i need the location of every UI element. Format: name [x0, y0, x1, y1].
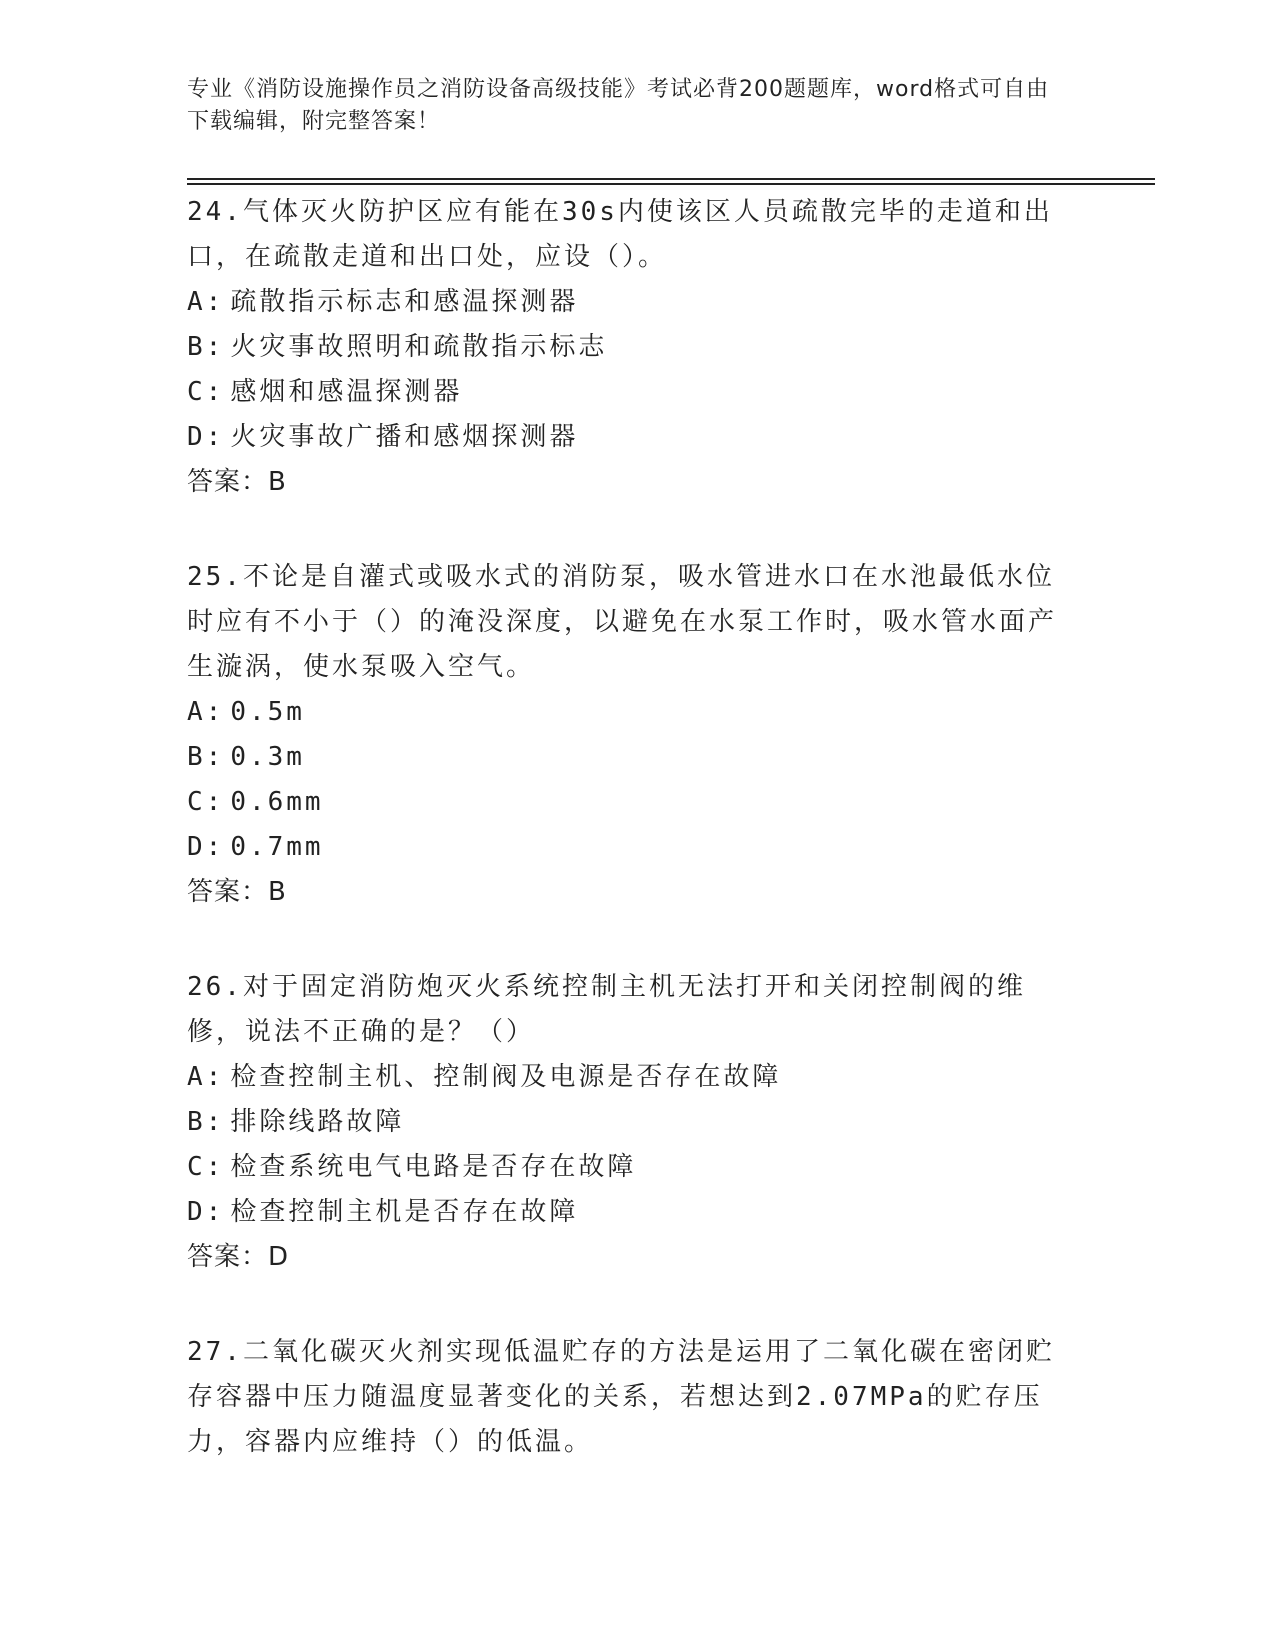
question-27: [187, 1330, 1087, 1465]
option-key: D:: [187, 1197, 225, 1227]
option-text: 疏散指示标志和感温探测器: [230, 287, 579, 317]
option-c: [187, 1145, 1087, 1190]
option-c: [187, 780, 1087, 825]
option-text: 检查系统电气电路是否存在故障: [230, 1152, 637, 1182]
option-key: A:: [187, 1062, 225, 1092]
option-text: 火灾事故广播和感烟探测器: [230, 422, 579, 452]
option-b: [187, 735, 1087, 780]
question-stem: 26.对于固定消防炮灭火系统控制主机无法打开和关闭控制阀的维修，说法不正确的是？（）: [187, 972, 1026, 1047]
option-text: 0.3m: [230, 742, 305, 772]
option-text: 火灾事故照明和疏散指示标志: [230, 332, 608, 362]
question-25: [187, 555, 1087, 915]
option-key: B:: [187, 742, 225, 772]
option-text: 排除线路故障: [230, 1107, 405, 1137]
option-text: 0.5m: [230, 697, 305, 727]
option-text: 0.7mm: [230, 832, 324, 862]
option-key: C:: [187, 1152, 225, 1182]
option-text: 0.6mm: [230, 787, 324, 817]
option-key: D:: [187, 832, 225, 862]
option-text: 检查控制主机、控制阀及电源是否存在故障: [230, 1062, 782, 1092]
option-key: D:: [187, 422, 225, 452]
option-d: [187, 415, 1087, 460]
option-d: [187, 825, 1087, 870]
question-26: [187, 965, 1087, 1280]
answer-line: 答案：D: [187, 1242, 290, 1272]
question-24: [187, 190, 1087, 505]
option-a: [187, 690, 1087, 735]
option-c: [187, 370, 1087, 415]
document-header: 专业《消防设施操作员之消防设备高级技能》考试必背200题题库，word格式可自由下载编辑，附完整答案！: [187, 77, 1050, 134]
answer-line: 答案：B: [187, 467, 287, 497]
question-stem: 27.二氧化碳灭火剂实现低温贮存的方法是运用了二氧化碳在密闭贮存容器中压力随温度显著变化的关系，若想达到2.07MPa的贮存压力，容器内应维持（）的低温。: [187, 1337, 1055, 1457]
option-text: 感烟和感温探测器: [230, 377, 463, 407]
option-key: B:: [187, 1107, 225, 1137]
option-b: [187, 325, 1087, 370]
option-key: B:: [187, 332, 225, 362]
option-key: A:: [187, 697, 225, 727]
question-list: [187, 190, 1087, 1515]
header-divider-top: [187, 178, 1155, 180]
option-key: A:: [187, 287, 225, 317]
question-stem: 25.不论是自灌式或吸水式的消防泵，吸水管进水口在水池最低水位时应有不小于（）的淹没深度，以避免在水泵工作时，吸水管水面产生漩涡，使水泵吸入空气。: [187, 562, 1058, 682]
answer-line: 答案：B: [187, 877, 287, 907]
option-key: C:: [187, 787, 225, 817]
option-key: C:: [187, 377, 225, 407]
option-d: [187, 1190, 1087, 1235]
option-a: [187, 280, 1087, 325]
header-divider-bottom: [187, 183, 1155, 185]
option-b: [187, 1100, 1087, 1145]
question-stem: 24.气体灭火防护区应有能在30s内使该区人员疏散完毕的走道和出口，在疏散走道和出口处，应设（）。: [187, 197, 1053, 272]
option-text: 检查控制主机是否存在故障: [230, 1197, 579, 1227]
option-a: [187, 1055, 1087, 1100]
